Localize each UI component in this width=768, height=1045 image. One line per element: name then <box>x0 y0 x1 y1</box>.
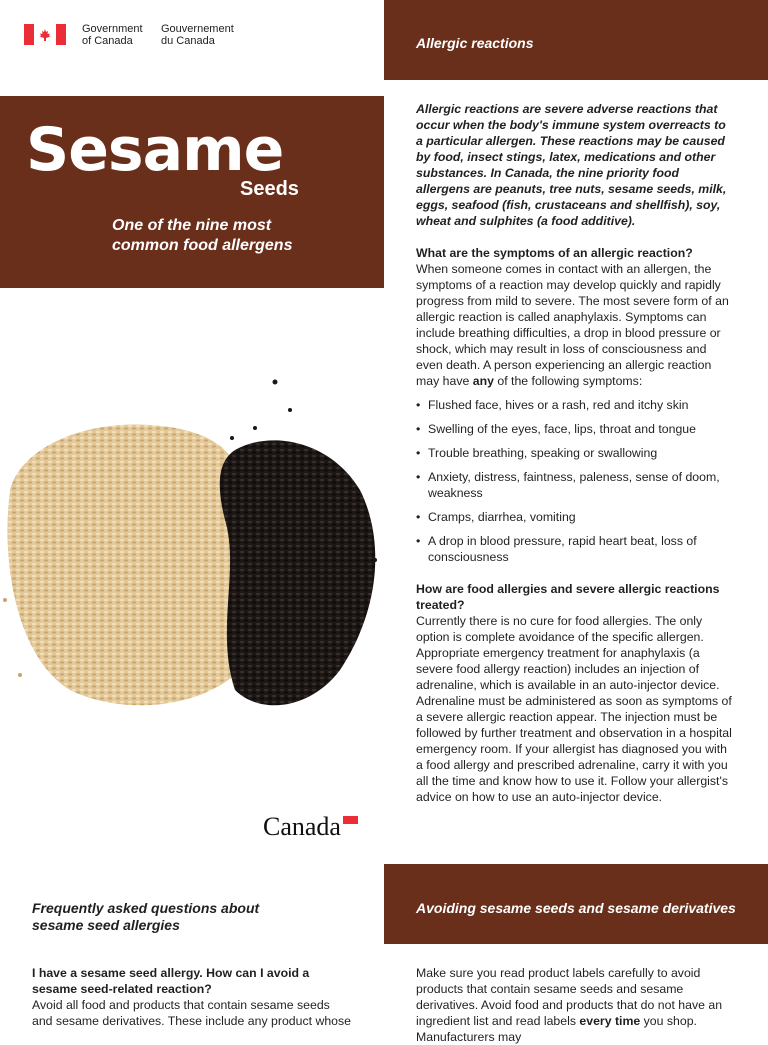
symptoms-question: What are the symptoms of an allergic reaction? <box>416 246 693 260</box>
right-column-text <box>416 101 734 805</box>
list-item: • Swelling of the eyes, face, lips, throat and tongue <box>416 421 734 437</box>
list-item: • Cramps, diarrhea, vomiting <box>416 509 734 525</box>
avoiding-title: Avoiding sesame seeds and sesame derivatives <box>416 900 736 916</box>
wordmark-flag-icon <box>343 816 358 824</box>
canada-flag-icon <box>24 24 66 45</box>
treatment-answer: Currently there is no cure for food allergies. The only option is complete avoidance of the specific allergen. Appropriate emergency treatment for anaphylaxis (a severe food allergy reaction) includes an injection of adrenaline, which is available in an auto-injector device. Adrenaline must be administered as soon as symptoms of a severe allergic reaction appear. The injection must be followed by further treatment and observation in a hospital emergency room. If your allergist has diagnosed you with a food allergy and prescribed adrenaline, carry it with you all the time and know how to use it. Follow your allergist's advice on how to use an auto-injector device. <box>416 614 732 804</box>
tagline: One of the nine most common food allergens <box>112 217 293 254</box>
page-subtitle: Seeds <box>240 178 299 200</box>
list-item: • Anxiety, distress, faintness, paleness, sense of doom, weakness <box>416 469 734 501</box>
sesame-seeds-image <box>0 370 384 770</box>
gouvernement-du-canada-label: Gouvernement du Canada <box>161 23 234 47</box>
section-heading: Allergic reactions <box>416 35 534 51</box>
list-item: • Flushed face, hives or a rash, red and itchy skin <box>416 397 734 413</box>
symptoms-list <box>416 397 734 565</box>
page-title: Sesame <box>26 115 284 185</box>
list-item: • Trouble breathing, speaking or swallowing <box>416 445 734 461</box>
faq-question: I have a sesame seed allergy. How can I avoid a sesame seed-related reaction? <box>32 966 310 996</box>
treatment-question: How are food allergies and severe allergic reactions treated? <box>416 582 720 612</box>
faq-title: Frequently asked questions about sesame seed allergies <box>32 900 260 933</box>
symptoms-answer: When someone comes in contact with an allergen, the symptoms of a reaction may develop quickly and rapidly progress from mild to severe. The most severe form of an allergic reaction is called anaphylaxis. Symptoms can include breathing difficulties, a drop in blood pressure or shock, which may result in loss of consciousness and even death. A person experiencing an allergic reaction may have any of the following symptoms: <box>416 262 729 388</box>
avoiding-text: Make sure you read product labels carefully to avoid products that contain sesame seeds and sesame derivatives. Avoid food and products that do not have an ingredient list and read labels every time you shop. Manufacturers may <box>416 966 723 1044</box>
faq-answer: Avoid all food and products that contain sesame seeds and sesame derivatives. These include any product whose <box>32 998 351 1028</box>
government-of-canada-label: Government of Canada <box>82 23 143 47</box>
intro-paragraph: Allergic reactions are severe adverse reactions that occur when the body's immune system overreacts to a particular allergen. These reactions may be caused by food, insect stings, latex, medications and other substances. In Canada, the nine priority food allergens are peanuts, tree nuts, sesame seeds, milk, eggs, seafood (fish, crustaceans and shellfish), soy, wheat and sulphites (a food additive). <box>416 102 727 228</box>
canada-wordmark: Canada <box>263 812 341 841</box>
list-item: • A drop in blood pressure, rapid heart beat, loss of consciousness <box>416 533 734 565</box>
